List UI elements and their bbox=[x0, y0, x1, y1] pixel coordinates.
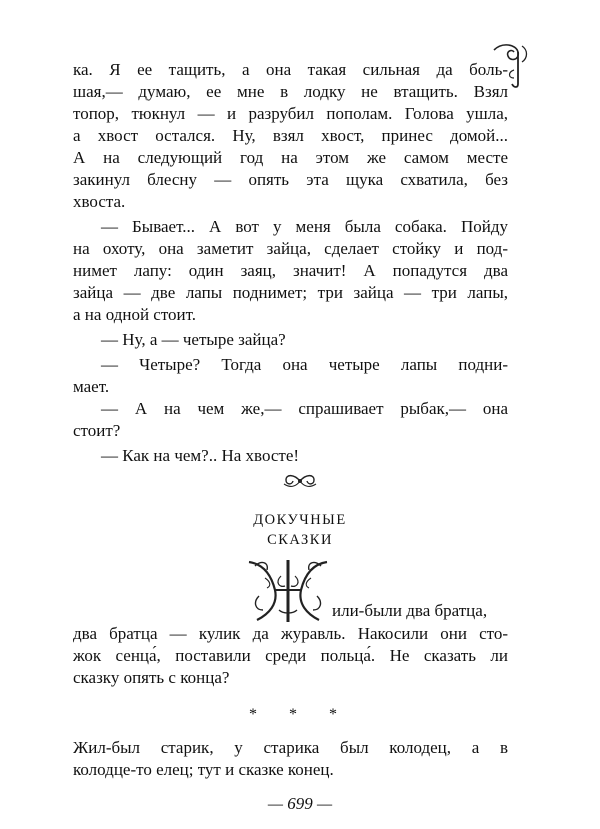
text-line: — А на чем же,— спрашивает рыбак,— она bbox=[101, 399, 508, 418]
dropcap-continuation: или-были два братца, bbox=[332, 601, 488, 620]
vignette-ornament bbox=[280, 472, 320, 490]
text-line: мает. bbox=[73, 377, 110, 396]
text-line: — Четыре? Тогда она четыре лапы подни- bbox=[101, 355, 508, 374]
text-line: ка. Я ее тащить, а она такая сильная да боль- bbox=[73, 60, 508, 79]
text-line: А на следующий год на этом же самом месте bbox=[73, 148, 508, 167]
text-line: сказку опять с конца? bbox=[73, 668, 230, 687]
text-line: а хвост остался. Ну, взял хвост, принес домой... bbox=[73, 126, 508, 145]
text-line: — Бывает... А вот у меня была собака. Пойду bbox=[101, 217, 508, 236]
section-title-line-1: ДОКУЧНЫЕ bbox=[253, 512, 347, 528]
text-line: а на одной стоит. bbox=[73, 305, 197, 324]
text-line: стоит? bbox=[73, 421, 121, 440]
text-line: зайца — две лапы поднимет; три зайца — три лапы, bbox=[73, 283, 508, 302]
text-line: шая,— думаю, ее мне в лодку не втащить. Взял bbox=[73, 82, 508, 101]
text-line: — Как на чем?.. На хвосте! bbox=[101, 446, 300, 465]
text-line: два братца — кулик да журавль. Накосили они сто- bbox=[73, 624, 508, 643]
text-line: хвоста. bbox=[73, 192, 126, 211]
text-line: топор, тюкнул — и разрубил пополам. Голова ушла, bbox=[73, 104, 508, 123]
text-line: колодце-то елец; тут и сказке конец. bbox=[73, 760, 334, 779]
ornamental-dropcap-zh bbox=[245, 556, 331, 626]
text-line: жок сенца́, поставили среди польца́. Не сказать ли bbox=[73, 646, 508, 665]
text-line: закинул блесну — опять эта щука схватила, без bbox=[73, 170, 508, 189]
text-line: Жил-был старик, у старика был колодец, а в bbox=[73, 738, 508, 757]
text-line: — Ну, а — четыре зайца? bbox=[101, 330, 286, 349]
text-line: на охоту, она заметит зайца, сделает стойку и под- bbox=[73, 239, 508, 258]
section-title-line-2: СКАЗКИ bbox=[267, 532, 333, 548]
asterism-separator: * * * bbox=[249, 706, 351, 723]
text-line: нимет лапу: один заяц, значит! А попадутся два bbox=[73, 261, 508, 280]
page-number: — 699 — bbox=[267, 794, 333, 813]
